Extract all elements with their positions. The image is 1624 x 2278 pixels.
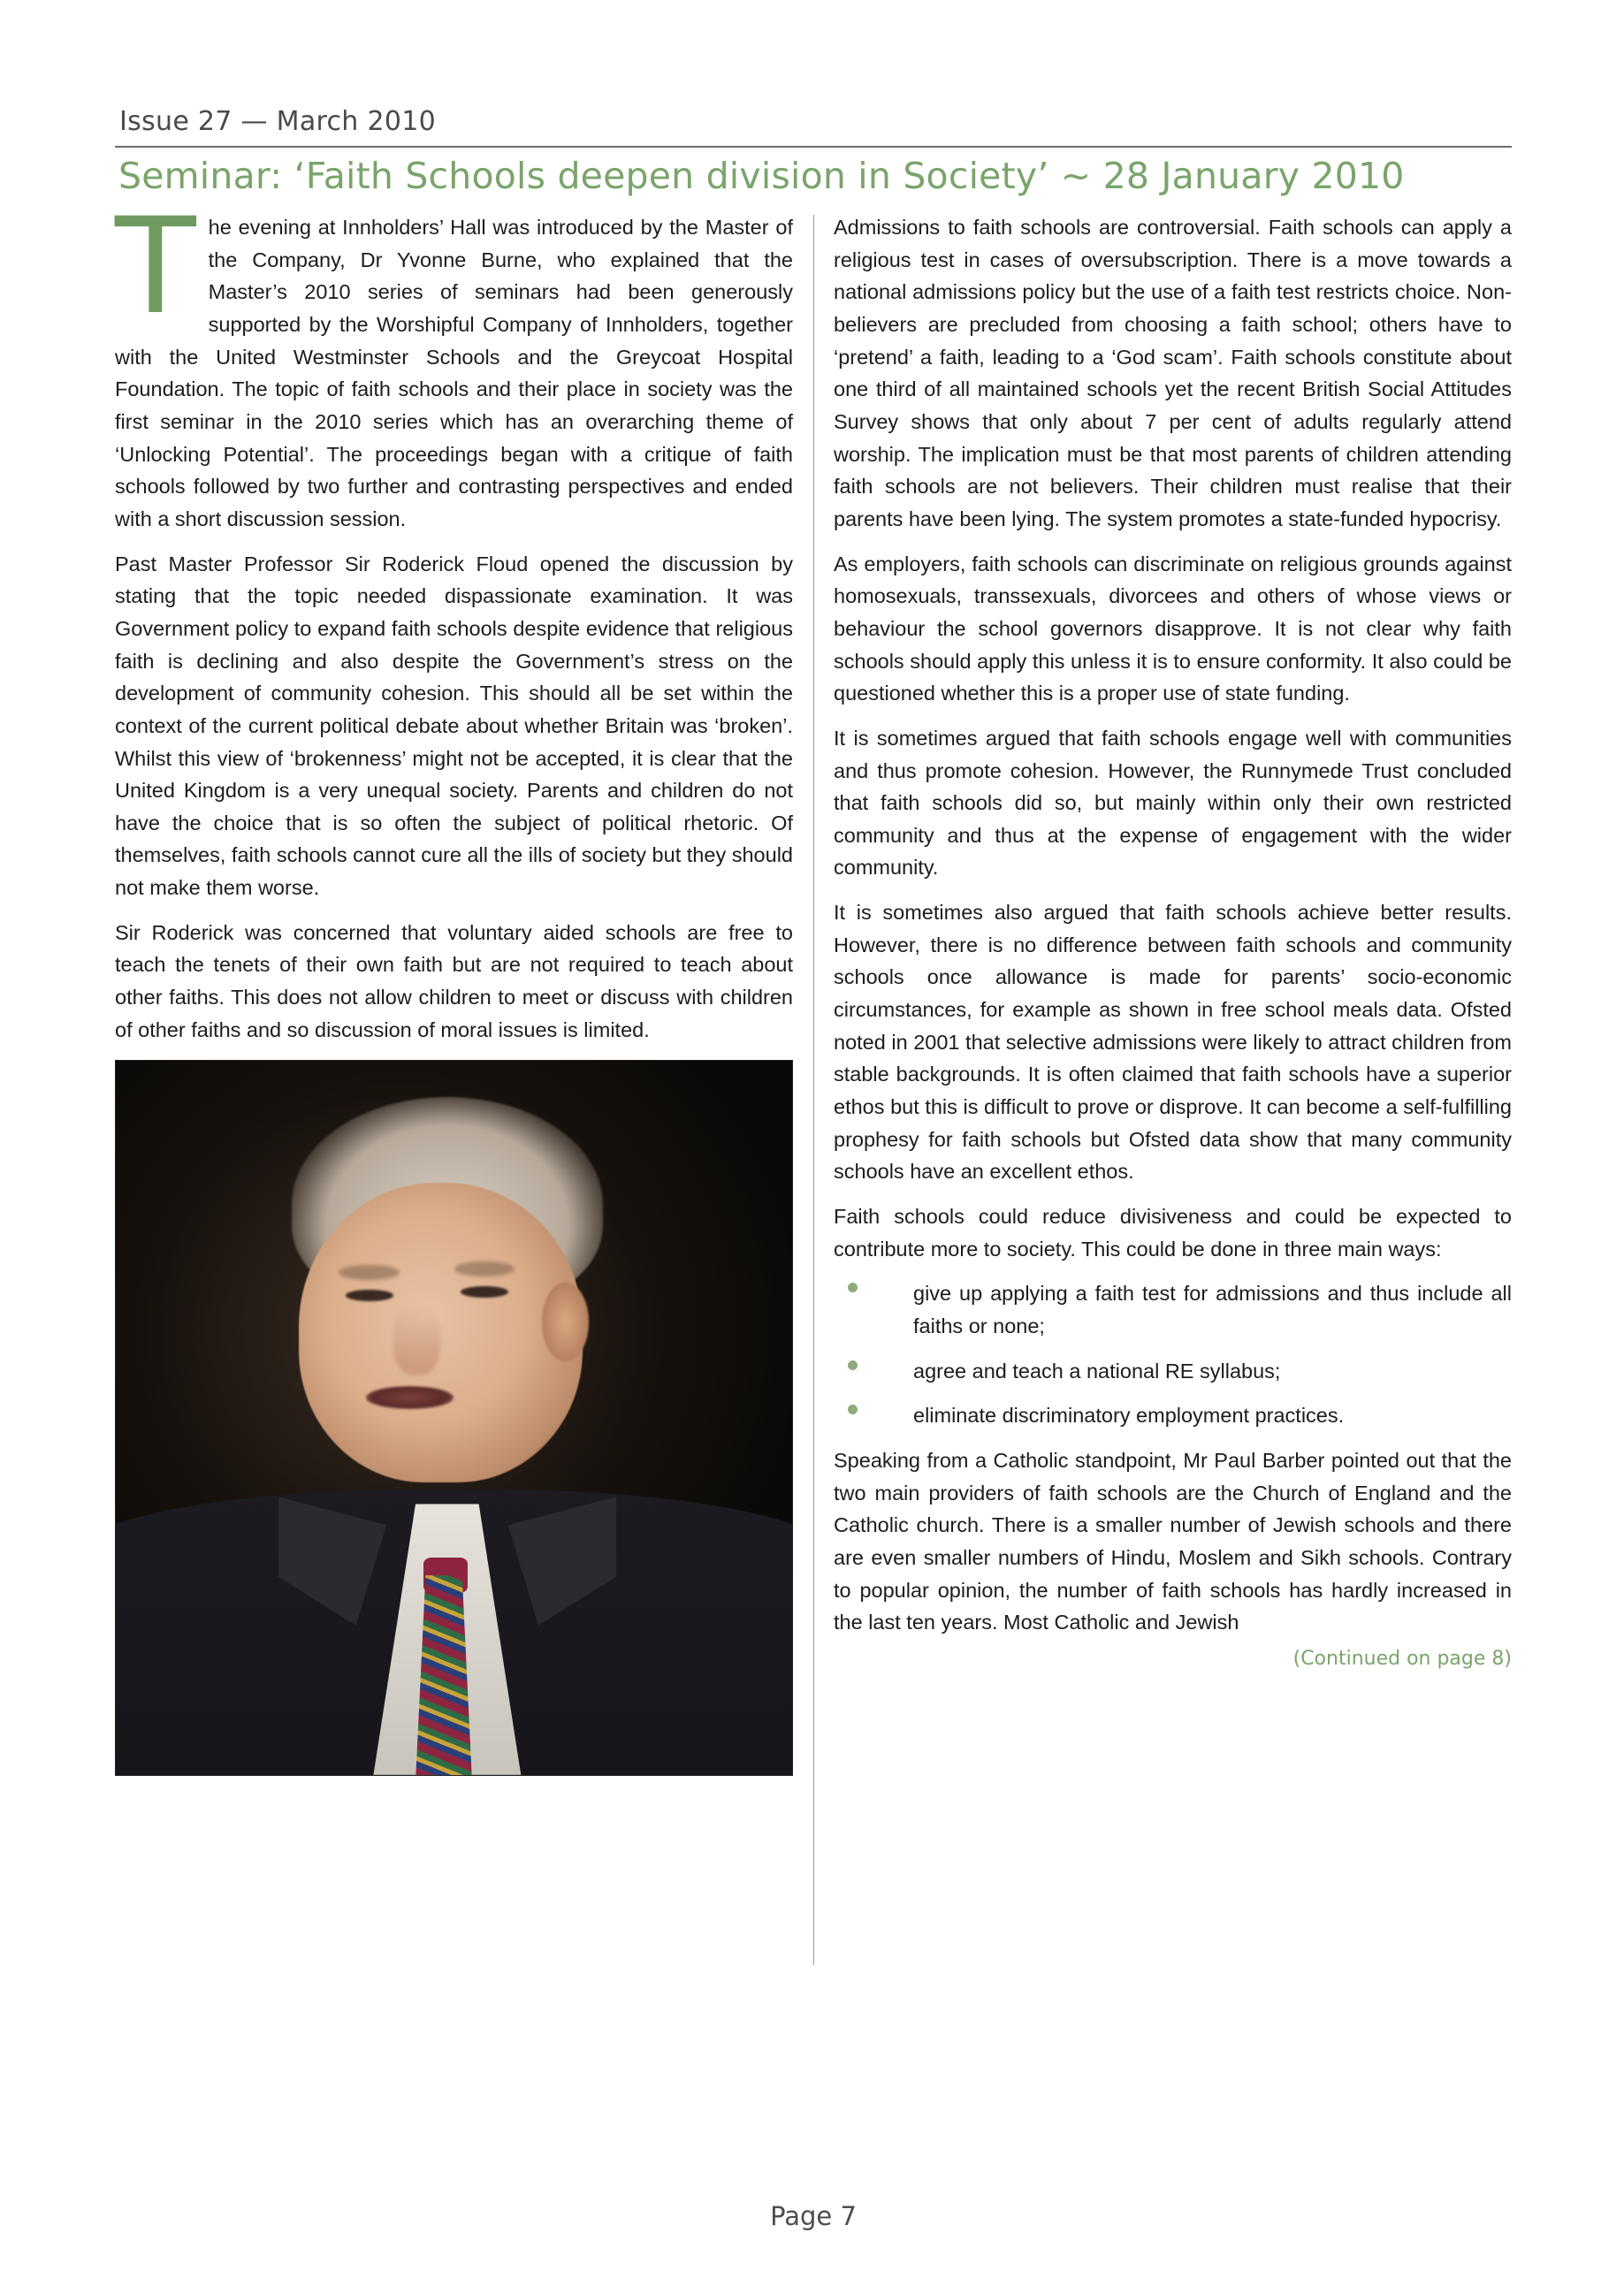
- photo-face: [299, 1183, 583, 1482]
- paragraph-intro: [115, 190, 793, 536]
- bullet-icon: [848, 1283, 858, 1292]
- list-item: [834, 1355, 1512, 1388]
- right-column: [834, 211, 1512, 1776]
- article-headline: Seminar: ‘Faith Schools deepen division in Society’ ~ 28 January 2010: [118, 155, 1405, 197]
- photo-eye-right: [461, 1286, 508, 1298]
- paragraph: As employers, faith schools can discriminate on religious grounds against homosexuals, transsexuals, divorcees and others of whose views or behaviour the school governors disapprove. It is not clear why faith schools should apply this unless it is to ensure conformity. It also could be questioned whether this is a proper use of state funding.: [834, 552, 1512, 705]
- paragraph: Faith schools could reduce divisiveness and could be expected to contribute more to society. This could be done in three main ways:: [834, 1205, 1512, 1261]
- speaker-photograph: [115, 1060, 793, 1776]
- list-item: [834, 1277, 1512, 1342]
- bullet-icon: [848, 1405, 858, 1414]
- list-item: [834, 1399, 1512, 1432]
- paragraph-text: he evening at Innholders’ Hall was introduced by the Master of the Company, Dr Yvonne Burne, who explained that the Master’s 2010 series of seminars had been generously supported by the Worshipful Company of Innholders, together with the United Westminster Schools and the Greycoat Hospital Foundation. The topic of faith schools and their place in society was the first seminar in the 2010 series which has an overarching theme of ‘Unlocking Potential’. The proceedings began with a critique of faith schools followed by two further and contrasting perspectives and ended with a short discussion session.: [115, 216, 793, 530]
- photo-ear: [542, 1283, 590, 1361]
- paragraph: Sir Roderick was concerned that voluntary aided schools are free to teach the tenets of their own faith but are not required to teach about other faiths. This does not allow children to meet or discuss with children of other faiths and so discussion of moral issues is limited.: [115, 920, 793, 1041]
- bullet-icon: [848, 1360, 858, 1370]
- paragraph: Past Master Professor Sir Roderick Floud opened the discussion by stating that the topic needed dispassionate examination. It was Government policy to expand faith schools despite evidence that religious faith is declining and also despite the Government’s stress on the development of community cohesion. This should all be set within the context of the current political debate about whether Britain was ‘broken’. Whilst this view of ‘brokenness’ might not be accepted, it is clear that the United Kingdom is a very unequal society. Parents and children do not have the choice that is so often the subject of political rhetoric. Of themselves, faith schools cannot cure all the ills of society but they should not make them worse.: [115, 552, 793, 900]
- list-item-label: give up applying a faith test for admissions and thus include all faiths or none;: [913, 1282, 1512, 1337]
- left-column: [115, 190, 793, 1776]
- article-columns: [115, 190, 1512, 1776]
- drop-cap: T: [115, 190, 196, 344]
- photo-nose: [393, 1304, 441, 1375]
- paragraph: It is sometimes also argued that faith schools achieve better results. However, there is no difference between faith schools and community schools once allowance is made for parents’ socio-economic circumstances, for example as shown in free school meals data. Ofsted noted in 2001 that selective admissions were likely to attract children from stable backgrounds. It is often claimed that faith schools have a superior ethos but this is difficult to prove or disprove. It can become a self-fulfilling prophesy for faith schools but Ofsted data show that many community schools have an excellent ethos.: [834, 901, 1512, 1184]
- list-item-label: agree and teach a national RE syllabus;: [913, 1359, 1281, 1383]
- issue-line: Issue 27 — March 2010: [119, 106, 436, 137]
- paragraph: Admissions to faith schools are controversial. Faith schools can apply a religious test in cases of oversubscription. There is a move towards a national admissions policy but the use of a faith test restricts choice. Non-believers are precluded from choosing a faith school; others have to ‘pretend’ a faith, leading to a ‘God scam’. Faith schools constitute about one third of all maintained schools yet the recent British Social Attitudes Survey shows that only about 7 per cent of adults regularly attend worship. The implication must be that most parents of children attending faith schools are not believers. Their children must realise that their parents have been lying. The system promotes a state-funded hypocrisy.: [834, 216, 1512, 530]
- paragraph-closing: Speaking from a Catholic standpoint, Mr Paul Barber pointed out that the two main providers of faith schools are the Church of England and the Catholic church. There is a smaller number of Jewish schools and there are even smaller numbers of Hindu, Moslem and Sikh schools. Contrary to popular opinion, the number of faith schools has hardly increased in the last ten years. Most Catholic and Jewish: [834, 1448, 1512, 1634]
- bullet-list: [834, 1277, 1512, 1432]
- photo-mouth: [366, 1386, 454, 1409]
- page-content: [115, 106, 1512, 2231]
- photo-eye-left: [346, 1290, 393, 1301]
- page-number: Page 7: [770, 2201, 857, 2231]
- list-item-label: eliminate discriminatory employment practices.: [913, 1404, 1345, 1428]
- header-divider: [115, 146, 1512, 148]
- continued-note: (Continued on page 8): [1292, 1647, 1512, 1670]
- paragraph: It is sometimes argued that faith schools engage well with communities and thus promote cohesion. However, the Runnymede Trust concluded that faith schools did so, but mainly within only their own restricted community and thus at the expense of engagement with the wider community.: [834, 726, 1512, 880]
